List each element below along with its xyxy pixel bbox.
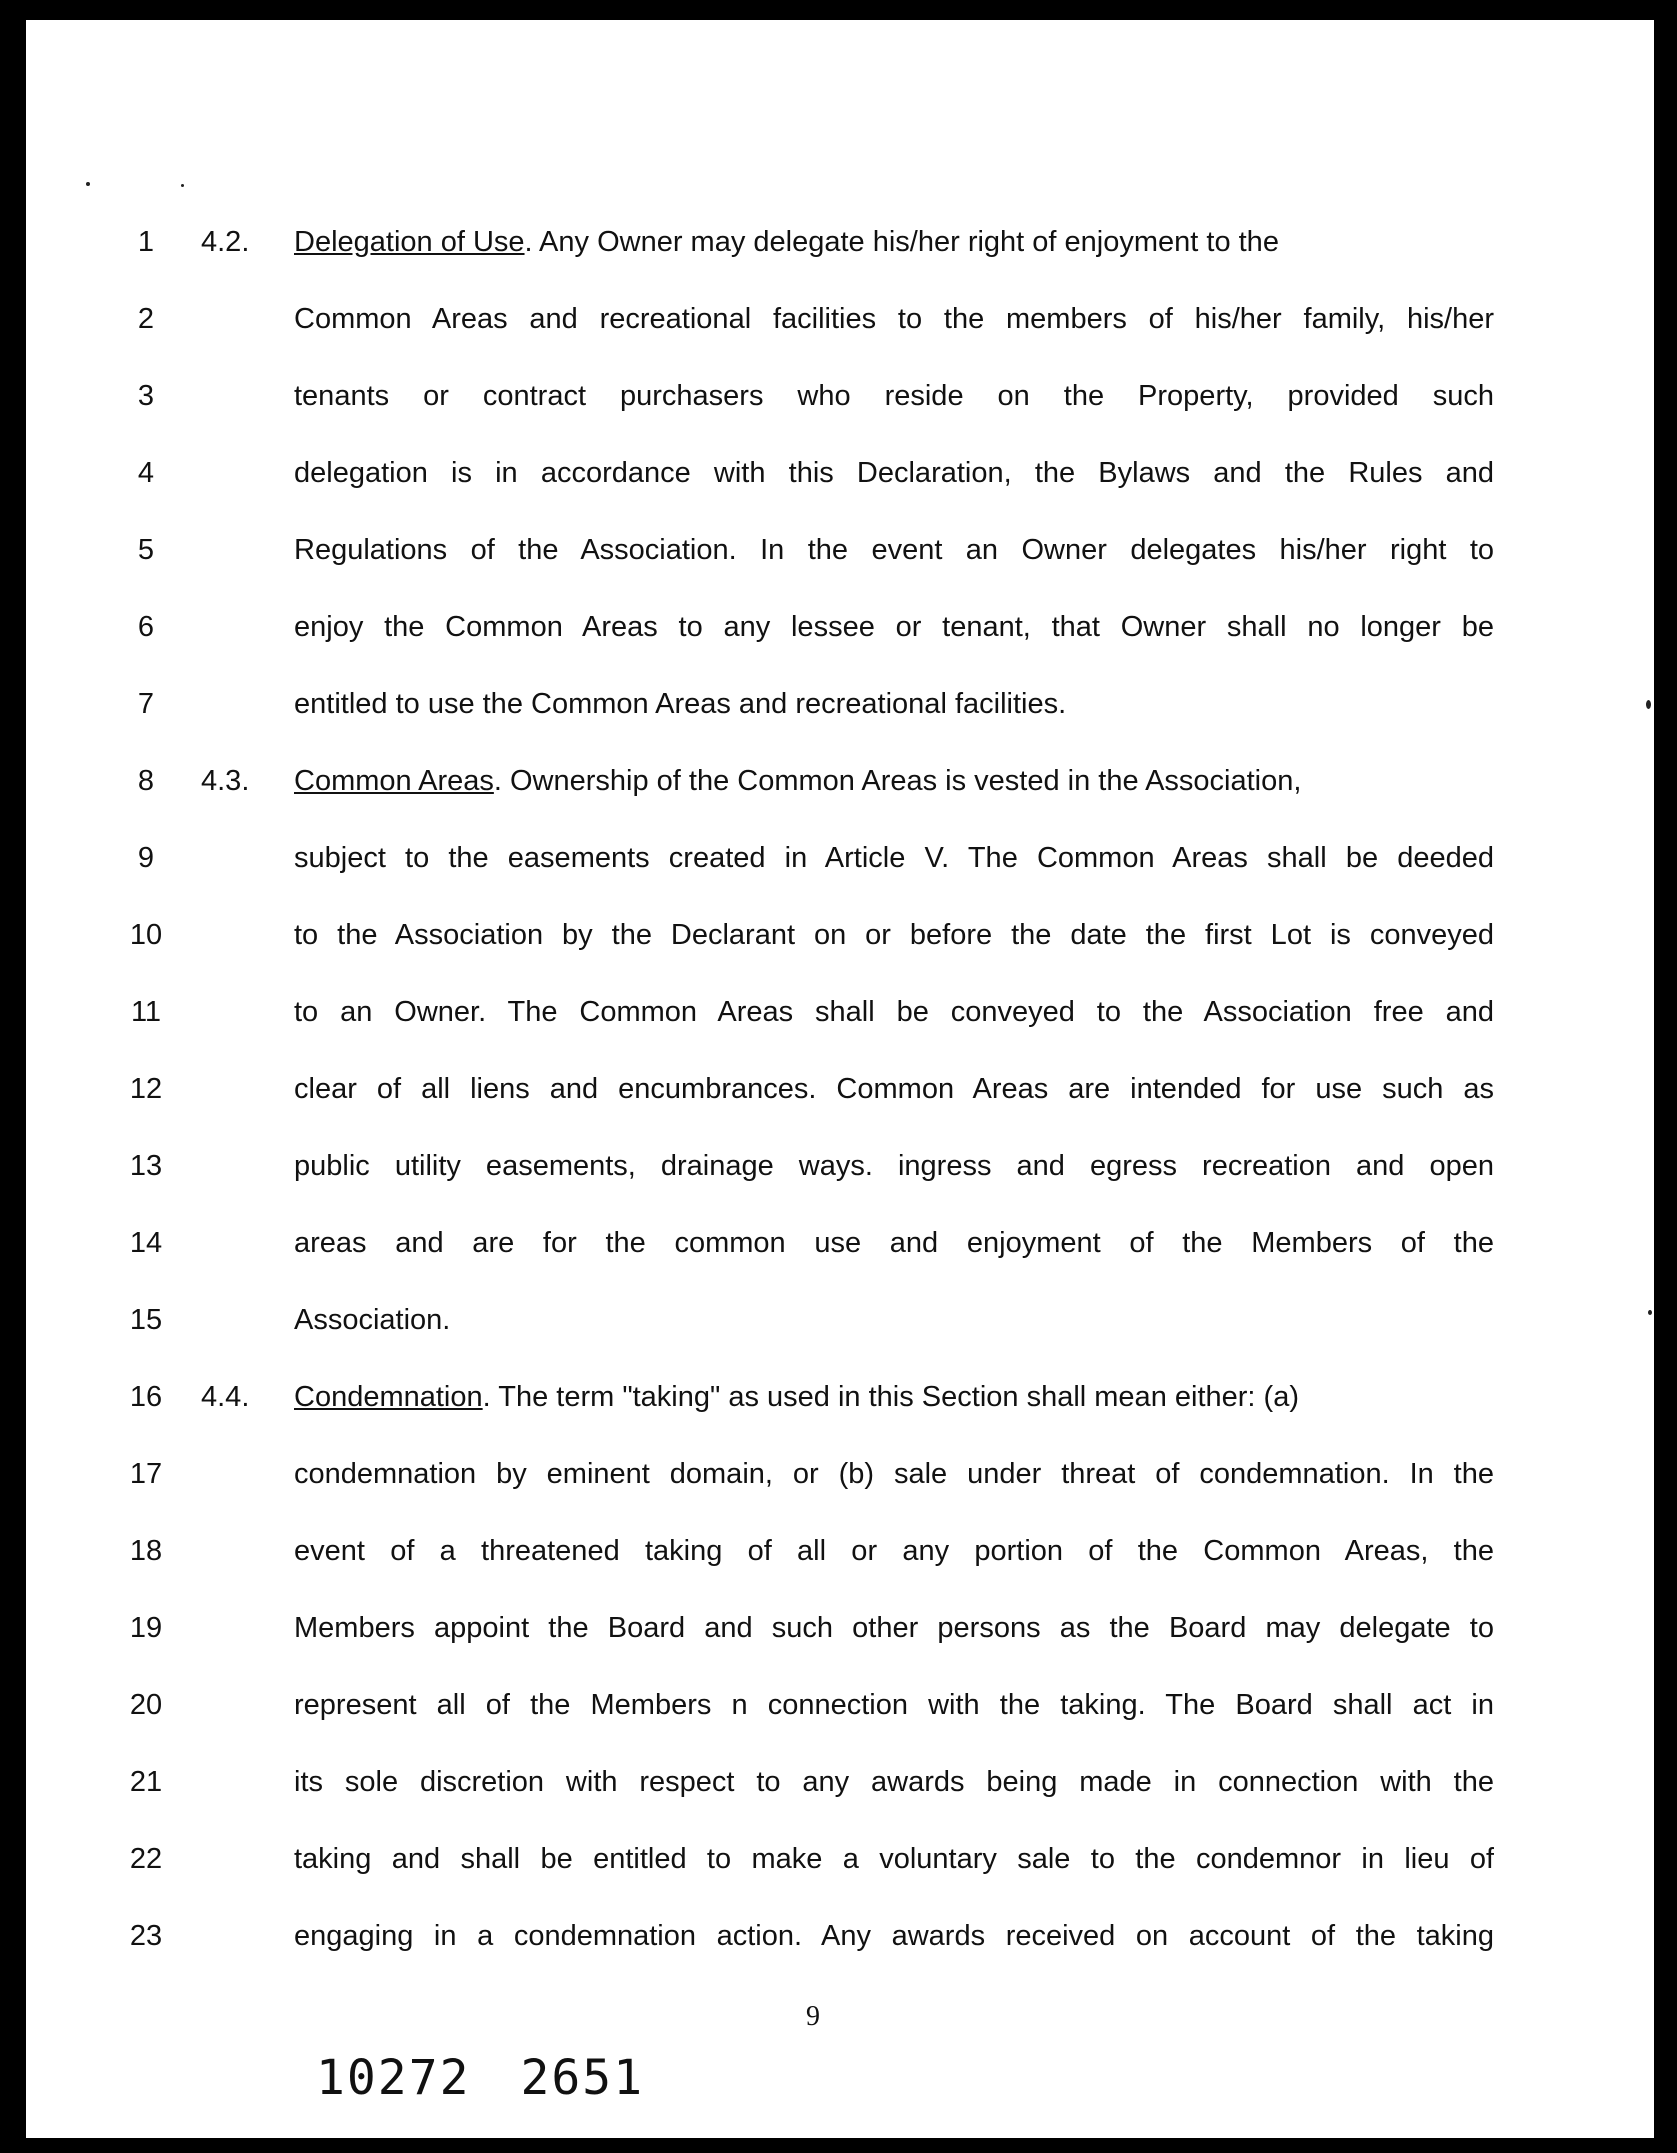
numbered-line — [26, 1680, 1654, 1730]
section-number: 4.4. — [201, 1381, 250, 1413]
section-heading: Common Areas — [294, 765, 494, 797]
line-number: 2 — [137, 303, 155, 335]
line-text: areas and are for the common use and enjoyment of the Members of the — [294, 1227, 1494, 1259]
numbered-line — [26, 756, 1654, 806]
line-text: engaging in a condemnation action. Any awards received on account of the taking — [294, 1920, 1494, 1952]
line-number: 18 — [129, 1535, 163, 1567]
numbered-line — [26, 1295, 1654, 1345]
line-number: 17 — [129, 1458, 163, 1490]
line-text: Association. — [294, 1304, 451, 1336]
line-text: event of a threatened taking of all or any portion of the Common Areas, the — [294, 1535, 1494, 1567]
numbered-line — [26, 1603, 1654, 1653]
line-text: subject to the easements created in Article V. The Common Areas shall be deeded — [294, 842, 1494, 874]
section-heading: Condemnation — [294, 1381, 483, 1413]
line-number: 6 — [137, 611, 155, 643]
numbered-line — [26, 1372, 1654, 1422]
line-text: Common Areas and recreational facilities to the members of his/her family, his/her — [294, 303, 1494, 335]
line-text: Regulations of the Association. In the event an Owner delegates his/her right to — [294, 534, 1494, 566]
line-number: 23 — [129, 1920, 163, 1952]
line-number: 20 — [129, 1689, 163, 1721]
line-text: its sole discretion with respect to any awards being made in connection with the — [294, 1766, 1494, 1798]
numbered-line — [26, 1218, 1654, 1268]
line-number: 10 — [129, 919, 163, 951]
line-number: 4 — [137, 457, 155, 489]
numbered-line — [26, 1526, 1654, 1576]
numbered-line — [26, 448, 1654, 498]
numbered-line — [26, 1911, 1654, 1961]
stamp-book-number: 10272 — [316, 2050, 471, 2106]
section-number: 4.3. — [201, 765, 250, 797]
line-text: Delegation of Use. Any Owner may delegate his/her right of enjoyment to the — [294, 226, 1279, 258]
stamp-page-number: 2651 — [520, 2050, 645, 2106]
line-text: public utility easements, drainage ways. ingress and egress recreation and open — [294, 1150, 1494, 1182]
numbered-line — [26, 294, 1654, 344]
line-number: 21 — [129, 1766, 163, 1798]
numbered-line — [26, 371, 1654, 421]
numbered-line — [26, 1834, 1654, 1884]
recording-stamp — [316, 2050, 694, 2106]
line-number: 3 — [137, 380, 155, 412]
line-text: represent all of the Members n connection with the taking. The Board shall act in — [294, 1689, 1494, 1721]
line-number: 1 — [137, 226, 155, 258]
numbered-line — [26, 1064, 1654, 1114]
numbered-line — [26, 833, 1654, 883]
line-text: to the Association by the Declarant on or before the date the first Lot is conveyed — [294, 919, 1494, 951]
line-text: tenants or contract purchasers who reside on the Property, provided such — [294, 380, 1494, 412]
numbered-line — [26, 1449, 1654, 1499]
line-text: condemnation by eminent domain, or (b) sale under threat of condemnation. In the — [294, 1458, 1494, 1490]
line-text: Condemnation. The term "taking" as used in this Section shall mean either: (a) — [294, 1381, 1299, 1413]
line-text: Members appoint the Board and such other persons as the Board may delegate to — [294, 1612, 1494, 1644]
line-number: 9 — [137, 842, 155, 874]
line-text: entitled to use the Common Areas and recreational facilities. — [294, 688, 1067, 720]
numbered-line — [26, 987, 1654, 1037]
line-text: to an Owner. The Common Areas shall be conveyed to the Association free and — [294, 996, 1494, 1028]
line-number: 13 — [129, 1150, 163, 1182]
line-text: Common Areas. Ownership of the Common Areas is vested in the Association, — [294, 765, 1302, 797]
line-number: 16 — [129, 1381, 163, 1413]
numbered-line — [26, 910, 1654, 960]
numbered-line — [26, 679, 1654, 729]
section-number: 4.2. — [201, 226, 250, 258]
line-number: 8 — [137, 765, 155, 797]
line-text: enjoy the Common Areas to any lessee or tenant, that Owner shall no longer be — [294, 611, 1494, 643]
line-number: 22 — [129, 1843, 163, 1875]
line-number: 19 — [129, 1612, 163, 1644]
numbered-line — [26, 217, 1654, 267]
page-number: 9 — [806, 2001, 820, 2032]
section-heading: Delegation of Use — [294, 226, 525, 258]
numbered-line — [26, 525, 1654, 575]
numbered-line — [26, 1757, 1654, 1807]
line-number: 11 — [130, 996, 162, 1028]
document-page — [26, 20, 1654, 2138]
line-number: 12 — [129, 1073, 163, 1105]
line-number: 14 — [129, 1227, 163, 1259]
line-number: 15 — [129, 1304, 163, 1336]
line-text: taking and shall be entitled to make a voluntary sale to the condemnor in lieu of — [294, 1843, 1494, 1875]
line-number: 5 — [137, 534, 155, 566]
line-text: clear of all liens and encumbrances. Common Areas are intended for use such as — [294, 1073, 1494, 1105]
numbered-line — [26, 1141, 1654, 1191]
line-text: delegation is in accordance with this Declaration, the Bylaws and the Rules and — [294, 457, 1494, 489]
line-number: 7 — [137, 688, 155, 720]
numbered-line — [26, 602, 1654, 652]
